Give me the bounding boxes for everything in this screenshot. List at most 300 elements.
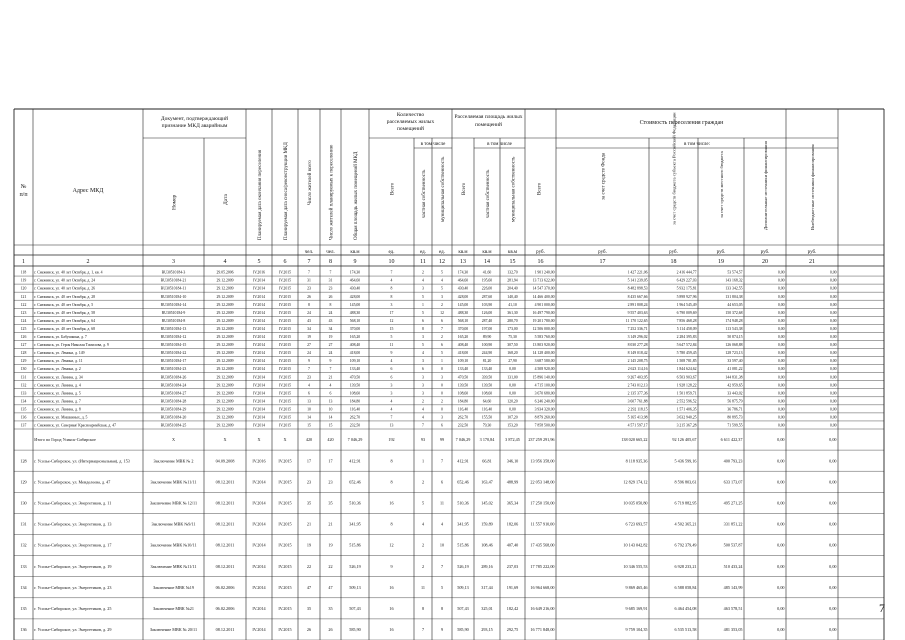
- cell-num: RU30510184-24: [160, 383, 187, 388]
- cell-c9: 412,91: [349, 458, 361, 464]
- cell-c7: 21: [306, 521, 312, 527]
- cell-c20: 0,00: [777, 383, 785, 388]
- cell-c10: 4: [390, 399, 393, 404]
- cell-c11: 3: [422, 383, 424, 388]
- cell-p2: IV.2015: [278, 343, 292, 348]
- cell-c21: 0,00: [829, 479, 837, 485]
- cell-c14: 163,47: [481, 479, 493, 485]
- cell-c13: 370,00: [457, 326, 469, 331]
- cell-p2: IV.2015: [278, 326, 292, 331]
- cell-c16: 16 649 216,00: [530, 605, 555, 611]
- cell-n: 119: [20, 278, 27, 283]
- cell-num: RU30510184-15: [160, 343, 187, 348]
- cell-date: 06.02.2006: [215, 584, 235, 590]
- cell-c11: 1: [422, 302, 424, 307]
- cell-date: 29.12.2009: [216, 423, 234, 428]
- cell-p2: IV.2015: [278, 383, 292, 388]
- cell-n: 134: [20, 399, 27, 404]
- cell-c11: 5: [422, 294, 424, 299]
- cell-c20: 0,00: [777, 542, 785, 548]
- cell-c12: 3: [441, 415, 443, 420]
- cell-c18: 5 436 599,16: [674, 458, 697, 464]
- cell-date: 29.12.2009: [216, 399, 234, 404]
- column-number: 17: [599, 259, 606, 265]
- cell-c10: 13: [389, 423, 394, 428]
- cell-addr: г. Снежинск, ул. 40 лет Октября, д. 68: [34, 326, 96, 331]
- cell-c18: 6 790 009,69: [676, 310, 697, 315]
- cell-n: 134: [20, 584, 27, 590]
- cell-c16: 4 508 920,00: [534, 367, 555, 372]
- header-private: частная собственность: [422, 169, 427, 218]
- cell-num: RU30510184-8: [161, 318, 186, 323]
- cell-c20: 0,00: [777, 286, 785, 291]
- cell-c18: 5 932 175,81: [676, 286, 697, 291]
- cell-c11: 4: [422, 351, 424, 356]
- cell-num: Заключение МВК №11/11: [150, 479, 197, 485]
- cell-c14: 3 170,84: [479, 437, 495, 443]
- cell-c16: 14 466 400,00: [532, 294, 555, 299]
- cell-c13: 165,20: [457, 335, 469, 340]
- cell-c14: 133,40: [481, 367, 493, 372]
- column-number: 18: [670, 259, 677, 265]
- cell-c12: 99: [439, 437, 445, 443]
- cell-c14: 41,60: [482, 270, 492, 275]
- cell-c21: 0,00: [829, 375, 837, 380]
- cell-c10: 6: [390, 367, 393, 372]
- cell-num: RU30510184-22: [160, 351, 187, 356]
- cell-c8: 24: [328, 351, 333, 356]
- cell-c14: 79,30: [482, 423, 492, 428]
- cell-c12: 6: [440, 479, 444, 485]
- cell-c7: 34: [307, 326, 311, 331]
- cell-p1: IV.2014: [252, 415, 266, 420]
- cell-c8: 4: [329, 383, 332, 388]
- cell-p1: IV.2014: [252, 399, 266, 404]
- cell-c8: 420: [327, 437, 334, 443]
- cell-c10: 8: [390, 458, 393, 464]
- cell-addr: г. Усолье-Сибирское, ул. Энергетиков, д. 29: [34, 627, 112, 633]
- cell-p2: IV.2015: [278, 423, 292, 428]
- cell-c7: 15: [307, 423, 311, 428]
- cell-c7: 43: [307, 318, 311, 323]
- header-cost: Стоимость переселения граждан: [639, 120, 724, 126]
- cell-num: RU30510184-23: [160, 367, 187, 372]
- cell-c9: 139,50: [349, 383, 361, 388]
- cell-c17: 2 743 012,13: [627, 383, 648, 388]
- cell-c16: 14 128 400,00: [532, 351, 555, 356]
- header-total: Всего: [390, 182, 396, 195]
- cell-c21: 0,00: [829, 605, 837, 611]
- column-number: 12: [439, 259, 445, 265]
- cell-c13: 418,00: [457, 351, 469, 356]
- cell-c20: 0,00: [777, 458, 785, 464]
- cell-p2: IV.2015: [278, 391, 292, 396]
- cell-c17: 12 829 174,12: [623, 479, 648, 485]
- cell-c11: 3: [422, 391, 424, 396]
- cell-c17: 9 869 465,46: [625, 584, 648, 590]
- cell-c13: 232,50: [457, 423, 469, 428]
- cell-date: 29.12.2009: [216, 326, 234, 331]
- cell-date: 08.12.2011: [215, 563, 235, 569]
- cell-n: 129: [20, 479, 27, 485]
- cell-p1: IV.2014: [252, 391, 266, 396]
- cell-c21: 0,00: [829, 391, 837, 396]
- cell-c13: 412,91: [457, 458, 469, 464]
- cell-c18: 6 535 513,58: [674, 627, 697, 633]
- cell-c7: 47: [306, 584, 312, 590]
- cell-c8: 15: [328, 423, 333, 428]
- header-number: №: [20, 184, 27, 190]
- cell-date: 29.12.2009: [216, 318, 234, 323]
- cell-c15: 0,00: [509, 391, 516, 396]
- cell-c9: 174,30: [349, 270, 361, 275]
- cell-n: 132: [20, 383, 27, 388]
- cell-c8: 23: [328, 286, 333, 291]
- cell-date: 29.05.2006: [216, 270, 234, 275]
- cell-c14: 126,00: [481, 310, 493, 315]
- cell-n: 125: [20, 326, 27, 331]
- cell-c21: 0,00: [829, 278, 837, 283]
- cell-num: Заключение МВК №9/11: [151, 521, 196, 527]
- cell-date: 08.12.2011: [215, 521, 235, 527]
- cell-c7: 17: [306, 458, 312, 464]
- cell-c21: 0,00: [829, 563, 837, 569]
- cell-c15: 182,06: [506, 521, 519, 527]
- cell-c14: 139,50: [481, 383, 493, 388]
- cell-c8: 47: [328, 584, 333, 590]
- header-doc-number: Номер: [171, 194, 178, 210]
- cell-p2: IV.2015: [278, 270, 292, 275]
- cell-c19: 128 723,13: [725, 351, 743, 356]
- cell-c8: 22: [328, 563, 333, 569]
- cell-c19: 80 895,73: [727, 415, 743, 420]
- cell-c10: 4: [390, 359, 393, 364]
- cell-c19: 463 578,51: [723, 605, 743, 611]
- cell-c7: 6: [308, 391, 310, 396]
- unit-label: руб.: [669, 250, 678, 255]
- cell-c9: 509,13: [349, 584, 361, 590]
- cell-p1: IV.2014: [252, 605, 266, 611]
- cell-n: 131: [20, 375, 27, 380]
- cell-n: 135: [20, 605, 27, 611]
- header-local: за счет средств местного бюджета: [719, 151, 724, 218]
- cell-c16: 13 713 622,00: [532, 278, 555, 283]
- cell-p2: IV.2015: [278, 294, 292, 299]
- cell-c12: 8: [440, 605, 444, 611]
- column-number: 13: [460, 259, 466, 265]
- cell-c20: 0,00: [777, 367, 785, 372]
- cell-c15: 191,69: [506, 584, 519, 590]
- cell-c9: 7 046,29: [347, 437, 363, 443]
- cell-c17: 9 557 403,63: [627, 310, 648, 315]
- cell-c11: 2: [421, 563, 425, 569]
- cell-c17: 10 346 555,53: [623, 563, 648, 569]
- cell-c16: 11 557 910,00: [530, 521, 555, 527]
- cell-p2: IV.2015: [278, 584, 292, 590]
- cell-c16: 16 771 848,00: [530, 627, 555, 633]
- cell-c13: 428,00: [457, 294, 469, 299]
- cell-c14: 155,50: [481, 415, 493, 420]
- cell-c15: 407,40: [506, 542, 519, 548]
- cell-p1: IV.2014: [252, 294, 266, 299]
- cell-c12: 7: [440, 563, 444, 569]
- cell-c10: 16: [389, 627, 394, 633]
- cell-c21: 0,00: [829, 326, 837, 331]
- cell-p1: IV.2014: [252, 375, 266, 380]
- cell-addr: г. Снежинск, ул. Ленина, д. 7: [34, 399, 81, 404]
- cell-c10: 3: [390, 391, 393, 396]
- cell-c9: 470,50: [349, 375, 361, 380]
- cell-c18: 1 571 406,35: [676, 407, 697, 412]
- cell-c9: 507,43: [349, 605, 361, 611]
- cell-c9: 145,00: [349, 302, 361, 307]
- cell-addr: г. Усолье-Сибирское, ул. (Интернациональная), д. 153: [34, 458, 130, 464]
- cell-num: Заключение МВК №19: [153, 584, 194, 590]
- cell-n: 132: [20, 542, 27, 548]
- cell-c12: 1: [441, 359, 443, 364]
- cell-c9: 526,19: [349, 563, 361, 569]
- cell-p1: IV.2014: [252, 383, 266, 388]
- cell-p2: IV.2015: [278, 302, 292, 307]
- cell-c16: 5 583 760,00: [534, 335, 555, 340]
- cell-c12: 3: [441, 375, 443, 380]
- cell-date: 06.02.2006: [215, 605, 235, 611]
- cell-c10: 16: [389, 605, 394, 611]
- cell-c16: 4 715 100,00: [534, 383, 555, 388]
- cell-c21: 0,00: [829, 318, 837, 323]
- cell-date: 29.12.2009: [216, 335, 234, 340]
- header-plan-end: Планируемая дата окончания переселения: [258, 149, 263, 240]
- cell-date: 29.12.2009: [216, 415, 234, 420]
- cell-c18: 5 647 572,84: [676, 343, 697, 348]
- cell-c21: 0,00: [829, 335, 837, 340]
- cell-c16: 12 506 000,00: [532, 326, 555, 331]
- cell-c10: 12: [389, 318, 394, 323]
- cell-c18: 1 928 128,22: [676, 383, 697, 388]
- column-number: 14: [484, 259, 490, 265]
- cell-c17: 2 145 208,75: [627, 359, 648, 364]
- cell-p2: IV.2015: [278, 367, 292, 372]
- cell-c9: 652,46: [349, 479, 361, 485]
- cell-c18: 7 856 468,28: [676, 318, 697, 323]
- cell-date: 29.12.2009: [216, 294, 234, 299]
- cell-c13: 341,95: [457, 521, 469, 527]
- cell-c8: 7: [329, 270, 332, 275]
- cell-c9: 116,40: [349, 407, 361, 412]
- column-number: 9: [353, 259, 357, 265]
- cell-date: 08.12.2011: [215, 500, 235, 506]
- cell-addr: г. Снежинск, ул. 40 лет Октября, д. 24: [34, 278, 96, 283]
- unit-label: руб.: [716, 250, 726, 255]
- cell-addr: г. Снежинск, ул. Ленина, д. 8: [34, 407, 81, 412]
- cell-n: 133: [20, 391, 27, 396]
- cell-c20: 0,00: [777, 563, 785, 569]
- cell-c11: 5: [421, 500, 425, 506]
- cell-c10: 7: [390, 270, 393, 275]
- cell-n: 135: [20, 407, 27, 412]
- cell-c19: 144 831,38: [725, 375, 743, 380]
- cell-c13: 145,00: [457, 302, 469, 307]
- cell-c18: 6 719 882,95: [674, 500, 697, 506]
- header-residents-plan: Число жителей планируемых к переселению: [329, 144, 335, 240]
- cell-c15: 132,70: [507, 270, 518, 275]
- cell-p1: IV.2014: [252, 310, 266, 315]
- cell-c12: 3: [441, 294, 443, 299]
- column-number: 16: [537, 259, 544, 265]
- cell-c11: 7: [422, 423, 424, 428]
- cell-c15: 41,10: [508, 302, 517, 307]
- cell-c9: 370,00: [349, 326, 361, 331]
- cell-c7: 10: [307, 407, 311, 412]
- cell-c20: 0,00: [777, 278, 785, 283]
- cell-c20: 0,00: [777, 399, 785, 404]
- column-number: 6: [283, 259, 287, 265]
- cell-c13: 116,40: [457, 407, 469, 412]
- unit-label: руб.: [760, 250, 770, 255]
- cell-c17: 8 118 935,36: [625, 458, 648, 464]
- cell-c21: 0,00: [829, 270, 837, 275]
- cell-p1: X: [257, 437, 261, 443]
- cell-num: RU30510184-14: [160, 302, 187, 307]
- unit-label: ед.: [388, 250, 395, 255]
- cell-p1: IV.2014: [252, 286, 266, 291]
- cell-c8: 26: [328, 294, 333, 299]
- cell-c10: 11: [389, 343, 394, 348]
- cell-c16: 4 901 000,00: [534, 302, 555, 307]
- cell-c21: 0,00: [829, 286, 837, 291]
- cell-c16: 13 803 920,00: [532, 343, 555, 348]
- cell-c12: 0: [441, 367, 443, 372]
- cell-c18: 2 552 596,52: [676, 399, 697, 404]
- cell-n: 137: [20, 423, 27, 428]
- cell-c20: 0,00: [777, 584, 785, 590]
- cell-c20: 0,00: [777, 270, 785, 275]
- cell-c17: 3 149 296,02: [627, 335, 648, 340]
- unit-label: кв.м: [482, 250, 492, 255]
- cell-p2: IV.2015: [278, 521, 292, 527]
- cell-num: Заключение МВК №10/11: [150, 542, 197, 548]
- header-rooms-area: помещений: [474, 122, 503, 128]
- cell-c20: 0,00: [777, 375, 785, 380]
- cell-c15: 0,00: [509, 407, 516, 412]
- header-private: частная собственность: [486, 169, 491, 218]
- cell-date: 29.12.2009: [216, 302, 234, 307]
- cell-c20: 0,00: [777, 479, 785, 485]
- cell-c14: 116,40: [481, 407, 493, 412]
- cell-c9: 408,40: [349, 343, 361, 348]
- cell-c18: 6 503 903,67: [676, 375, 697, 380]
- cell-c8: 7: [329, 367, 332, 372]
- cell-p1: IV.2014: [252, 343, 266, 348]
- cell-num: RU30510184-3: [161, 270, 186, 275]
- cell-c16: 17 250 150,00: [530, 500, 555, 506]
- cell-n: 123: [20, 310, 27, 315]
- cell-c14: 339,50: [481, 375, 493, 380]
- cell-c9: 430,40: [349, 286, 361, 291]
- cell-num: RU30510184-17: [160, 359, 187, 364]
- cell-c21: 0,00: [829, 423, 837, 428]
- cell-c13: 464,60: [457, 278, 469, 283]
- cell-addr: г. Снежинск, ул. 40 лет Октября, д. 58: [34, 310, 96, 315]
- cell-c14: 145,02: [481, 500, 493, 506]
- cell-n: 128: [20, 458, 27, 464]
- cell-p1: IV.2014: [252, 351, 266, 356]
- cell-c19: 500 537,87: [723, 542, 743, 548]
- cell-n: 129: [20, 359, 27, 364]
- cell-addr: г. Снежинск, ул. 40 лет Октября, д. 64: [34, 318, 96, 323]
- cell-p2: IV.2015: [278, 318, 292, 323]
- cell-c14: 89,90: [482, 335, 492, 340]
- cell-c9: 232,50: [349, 423, 361, 428]
- cell-c11: 5: [422, 343, 424, 348]
- cell-num: RU30510184-21: [160, 278, 187, 283]
- cell-c20: 0,00: [777, 521, 785, 527]
- cell-c16: 3 670 680,00: [534, 391, 555, 396]
- header-rooms-count: помещений: [396, 126, 425, 132]
- cell-c8: 10: [328, 407, 333, 412]
- cell-c18: 2 416 444,77: [676, 270, 697, 275]
- cell-c15: 173,00: [507, 326, 518, 331]
- cell-p2: IV.2015: [278, 351, 292, 356]
- unit-label: руб.: [536, 250, 545, 255]
- cell-c17: 8 149 018,42: [627, 351, 648, 356]
- unit-label: чел.: [326, 250, 335, 255]
- cell-num: Заключение МВК № 2: [153, 458, 194, 464]
- cell-n: 124: [20, 318, 27, 323]
- cell-c10: 8: [390, 479, 393, 485]
- cell-c12: 0: [441, 391, 443, 396]
- cell-c11: 8: [421, 605, 425, 611]
- cell-c13: 184,80: [457, 399, 469, 404]
- cell-c21: 0,00: [829, 437, 837, 443]
- cell-c16: 17 435 568,00: [530, 542, 555, 548]
- cell-c9: 510,36: [349, 500, 361, 506]
- cell-c14: 197,00: [481, 326, 493, 331]
- cell-c21: 0,00: [829, 542, 837, 548]
- unit-label: кв.м: [458, 250, 468, 255]
- header-document: признание МКД аварийным: [161, 123, 228, 129]
- cell-c11: 6: [422, 318, 424, 323]
- cell-addr: г. Снежинск, ул. Северная/ Красноармейская, д. 47: [34, 423, 117, 428]
- cell-c15: 488,99: [506, 479, 519, 485]
- header-residents-total: Число жителей всего: [308, 160, 313, 205]
- cell-c8: 8: [329, 302, 332, 307]
- cell-c14: 108,46: [481, 542, 493, 548]
- cell-c17: 10 035 050,80: [623, 500, 648, 506]
- cell-c20: 0,00: [777, 423, 785, 428]
- cell-c14: 317,44: [481, 584, 493, 590]
- cell-c8: 6: [329, 391, 332, 396]
- cell-c11: 3: [422, 335, 424, 340]
- cell-c12: 4: [440, 521, 444, 527]
- cell-c19: 53 574,57: [727, 270, 743, 275]
- cell-c12: 2: [441, 399, 443, 404]
- cell-c19: 481 353,05: [723, 627, 743, 633]
- cell-c18: 6 792 379,49: [674, 542, 697, 548]
- cell-c10: 5: [390, 335, 393, 340]
- cell-c15: 0,00: [509, 383, 516, 388]
- cell-addr: г. Снежинск, ул. Мишкиных, д. 5: [34, 415, 88, 420]
- cell-c12: 9: [440, 627, 444, 633]
- cell-c9: 133,40: [349, 367, 361, 372]
- header-municipal: муниципальная собственность: [511, 156, 517, 222]
- column-number: 4: [223, 259, 227, 265]
- cell-num: RU30510184-25: [160, 423, 187, 428]
- cell-c7: 26: [307, 294, 311, 299]
- cell-p1: IV.2014: [252, 584, 266, 590]
- cell-c8: 26: [328, 627, 333, 633]
- cell-date: X: [223, 437, 227, 443]
